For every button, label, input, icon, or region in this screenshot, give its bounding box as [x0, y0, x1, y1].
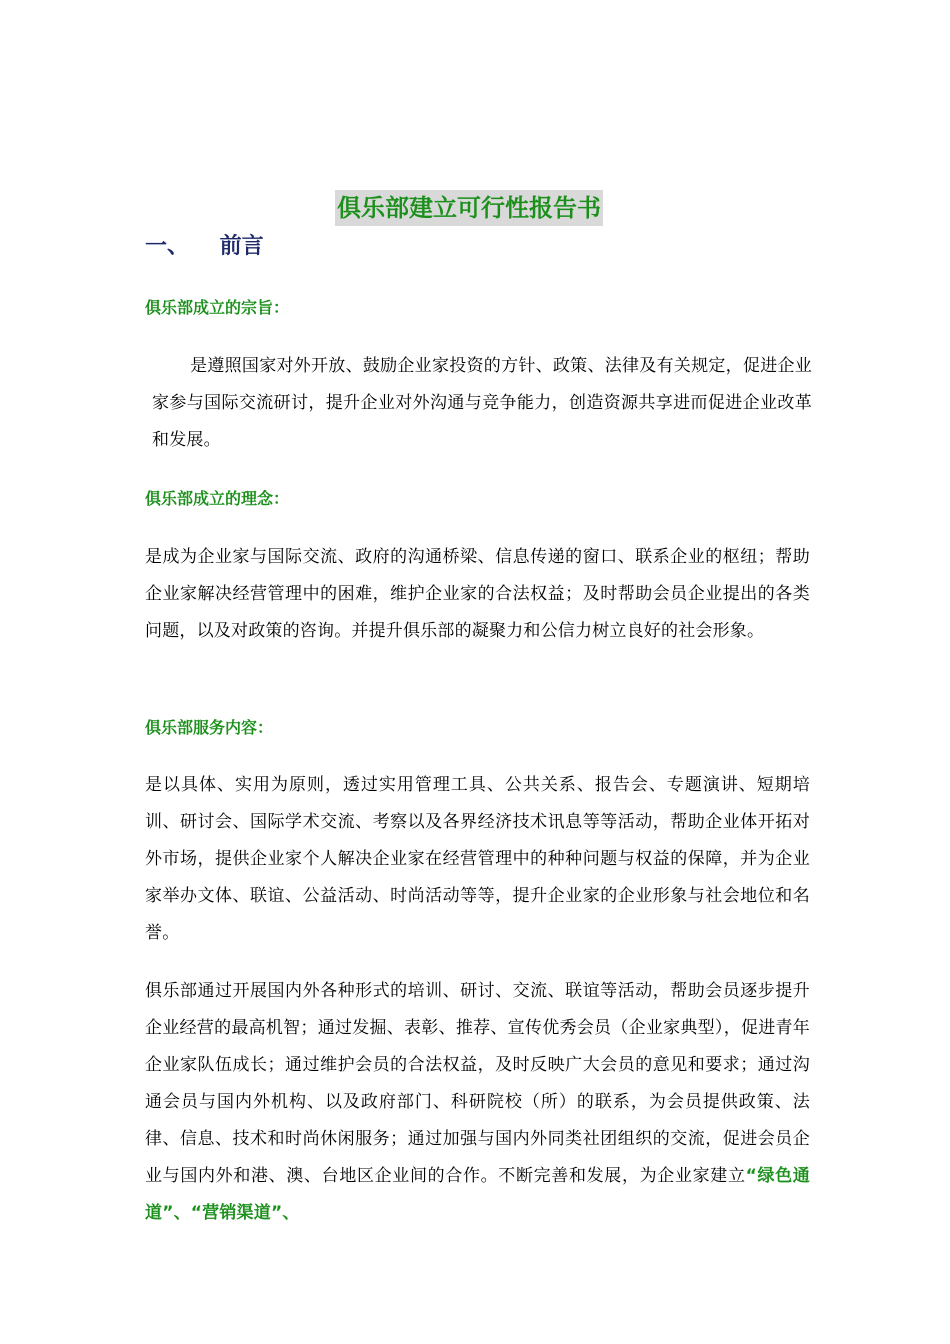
purpose-text: 是遵照国家对外开放、鼓励企业家投资的方针、政策、法律及有关规定，促进企业家参与国际交流研讨，提升企业对外沟通与竞争能力，创造资源共享进而促进企业改革和发展。	[152, 356, 812, 450]
philosophy-paragraph: 是成为企业家与国际交流、政府的沟通桥梁、信息传递的窗口、联系企业的枢纽；帮助企业家解决经营管理中的困难，维护企业家的合法权益；及时帮助会员企业提出的各类问题，以及对政策的咨询。并提升俱乐部的凝聚力和公信力树立良好的社会形象。	[145, 547, 810, 641]
philosophy-heading: 俱乐部成立的理念：	[145, 489, 290, 508]
section-number: 一、	[145, 234, 190, 259]
purpose-paragraph	[152, 348, 812, 459]
purpose-heading: 俱乐部成立的宗旨：	[145, 298, 290, 317]
activities-paragraph	[145, 973, 810, 1232]
highlighted-channels: “绿色通道”、“营销渠道”、	[145, 1166, 810, 1223]
services-heading: 俱乐部服务内容：	[145, 718, 274, 737]
services-paragraph: 是以具体、实用为原则，透过实用管理工具、公共关系、报告会、专题演讲、短期培训、研讨会、国际学术交流、考察以及各界经济技术讯息等等活动，帮助企业体开拓对外市场，提供企业家个人解决企业家在经营管理中的种种问题与权益的保障，并为企业家举办文体、联谊、公益活动、时尚活动等等，提升企业家的企业形象与社会地位和名誉。	[145, 775, 810, 943]
title-container	[0, 190, 950, 226]
activities-text: 俱乐部通过开展国内外各种形式的培训、研讨、交流、联谊等活动，帮助会员逐步提升企业经营的最高机智；通过发掘、表彰、推荐、宣传优秀会员（企业家典型），促进青年企业家队伍成长；通过维护会员的合法权益，及时反映广大会员的意见和要求；通过沟通会员与国内外机构、以及政府部门、科研院校（所）的联系，为会员提供政策、法律、信息、技术和时尚休闲服务；通过加强与国内外同类社团组织的交流，促进会员企业与国内外和港、澳、台地区企业间的合作。不断完善和发展，为企业家建立	[145, 981, 810, 1186]
section-name: 前言	[219, 234, 264, 259]
document-title: 俱乐部建立可行性报告书	[335, 190, 603, 226]
section-heading	[145, 231, 264, 263]
